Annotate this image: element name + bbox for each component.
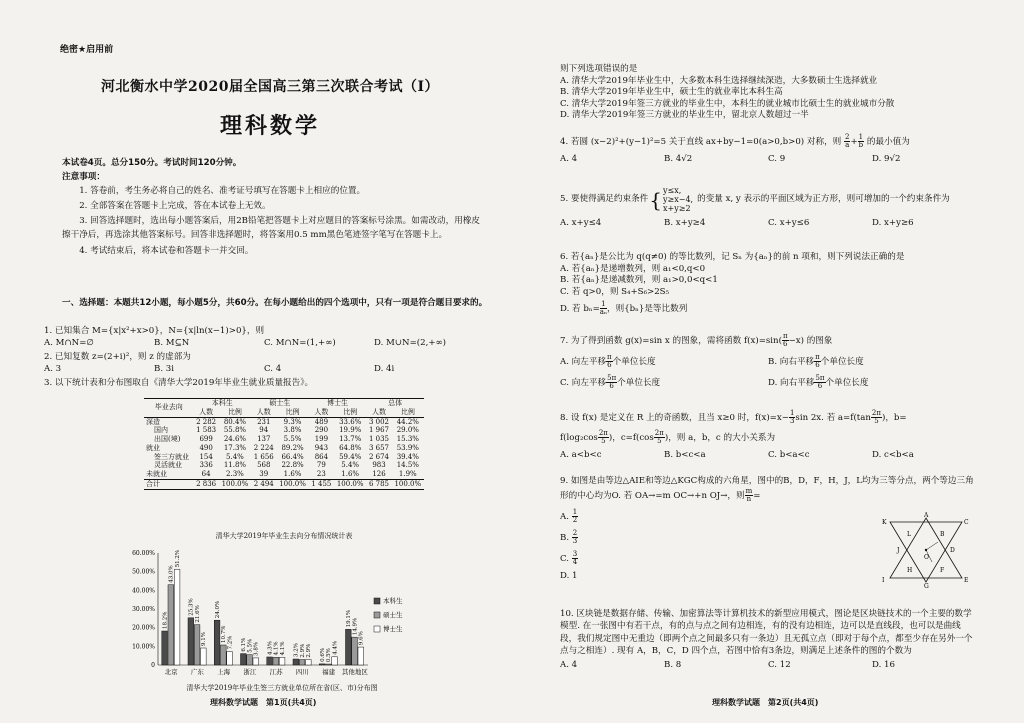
table-cell: 1.9% [398,470,417,478]
bar [332,657,338,665]
x-tick-label: 浙江 [243,668,257,676]
table-cell: 100.0% [276,479,308,489]
table-row [144,479,424,489]
option-d: D. 若 bₙ= $\frac{1}{\text{aₙ}}$ ，则{bₙ}是等比数列 [560,300,688,317]
question-2 [44,352,484,375]
option-d: D. 1 [560,570,578,581]
label-o: O [924,554,929,561]
table-subheader: 比例 [400,407,415,416]
option-b: B. 4√2 [664,154,693,165]
table-cell: 1 656 [253,452,274,461]
question-options [560,375,976,390]
data-label: 6.1% [241,637,248,652]
statistics-table [144,398,424,490]
notice-item: 4. 考试结束后，将本试卷和答题卡一并交回。 [79,245,254,256]
question-8: 8. 设 f(x) 是定义在 R 上的奇函数，且当 x≥0 时，f(x)=x− $\frac{1}{3}$ sin 2x. 若 a=f(tan $\frac{2\pi}{5}$ )，b= f(log₂cos $\frac{2\pi}{5}$ )，c=f(cos $\frac{2\pi}{5}$ )，则 a，b，c 的大小关系为 A. a<b<c B. b<c<a C. b<a<c D. c<b<a [560,410,976,462]
table-cell: 2 674 [368,452,390,461]
option-d: D. 4i [374,363,395,374]
footer-page-2: 理科数学试题 第2页(共4页) [712,698,819,707]
data-label: 4.4% [332,640,339,655]
secret-label: 绝密★启用前 [60,45,114,55]
option-a: A. a<b<c [560,450,602,460]
table-cell: 137 [257,435,271,443]
option-b: B. M⊆N [154,337,190,348]
table-subheader: 人数 [199,407,214,416]
legend-swatch [374,612,380,618]
table-cell: 15.3% [396,435,419,443]
option-a: A. x+y≤4 [560,217,602,228]
option-b: B. $\frac{2}{3}$ [560,528,578,545]
table-cell: 6 785 [366,479,391,489]
x-tick-label: 福建 [322,668,336,676]
hexagram-figure [878,512,974,590]
bar [273,657,279,665]
table-row [144,426,424,435]
question-options [560,218,976,230]
question-stem: 则下列选项错误的是 [560,64,638,74]
data-label: 2.9% [306,643,313,658]
data-label: 9.1% [201,632,208,647]
data-label: 2.9% [299,643,306,658]
table-cell: 100.0% [219,479,251,489]
question-stem: 4. 若圆 (x−2)²+(y−1)²=5 关于直线 ax+by−1=0(a>0,b>0) 对称，则 [560,137,842,147]
data-label: 3.2% [293,643,300,658]
option-c: C. 若 q>0，则 S₄+S₆>2S₅ [560,286,670,297]
y-tick-label: 40.00% [132,587,155,595]
table-cell: 1 583 [196,426,217,435]
notice-title: 注意事项： [62,171,105,182]
data-label: 7.2% [227,635,234,650]
table-cell: 199 [314,435,329,443]
exam-subject: 理科数学 [219,114,320,139]
question-stem: 9. 如图是由等边△AIE和等边△KGC构成的六角星，图中的B，D，F，H，J，L均为三等分点，两个等边三角形的中心均为O. 若 OA→=m OC→+n OJ→，则 [560,476,974,501]
table-cell: 17.3% [223,443,247,452]
table-cell: 94 [259,426,269,435]
table-cell: 80.4% [223,417,247,426]
question-4: 4. 若圆 (x−2)²+(y−1)²=5 关于直线 ax+by−1=0(a>0,b>0) 对称，则 $\frac{2}{a}$ + $\frac{1}{b}$ 的最小值为 A. 4 B. 4√2 C. 9 D. 9√2 [560,134,976,166]
table-cell: 568 [257,461,271,470]
question-stem: 10. 区块链是数据存储、传输、加密算法等计算机技术的新型应用模式，图论是区块链技术的一个主要的数学模型. 在一张图中有若干点，有的点与点之间有边相连，有的没有边相连，边可以是直线段，也可以是曲线段，我们规定图中无重边（即两个点之间最多只有一条边）且无孤立点（即对于每个点，都至少存在另外一个点与之相连）. 现有 A，B，C，D 四个点，若图中恰有3条边，则满足上述条件的图的个数为 [560,609,973,657]
table-row [144,417,424,426]
table-cell: 29.0% [396,426,419,435]
table-cell: 1 455 [309,479,334,489]
constraint-cases: y≤x, y≥x−4, x+y≥2 [663,186,694,214]
table-row [144,444,424,453]
table-cell: 490 [199,443,213,452]
option-a: A. 若{aₙ}是递增数列，则 a₁<0,q<0 [560,263,706,274]
notice-item: 1. 答卷前，考生务必将自己的姓名、准考证号填写在答题卡上相应的位置。 [79,186,366,197]
bar [221,645,227,665]
table-cell: 100.0% [334,479,366,489]
question-options [560,660,976,672]
table-subheader: 人数 [314,407,329,416]
table-cell: 2 282 [196,417,217,426]
table-cell: 290 [314,426,329,435]
label-h: H [907,567,913,574]
table-header: 总体 [366,399,424,408]
label-i: I [882,577,885,584]
question-stem: 7. 为了得到函数 g(x)=sin x 的图象，需将函数 f(x)=sin( [560,336,782,346]
table-cell: 19.9% [339,426,362,435]
label-f: F [940,567,945,574]
table-cell: 24.6% [223,435,247,443]
row-label: 就业 [146,443,160,452]
data-label: 0.6% [319,647,326,662]
table-cell: 1.6% [341,470,360,478]
table-header: 毕业去向 [144,399,193,418]
option-c: C. $\frac{3}{4}$ [560,549,578,566]
label-j: J [897,547,900,554]
table-cell: 5.5% [283,435,302,443]
option-a: A. $\frac{1}{2}$ [560,507,578,524]
table-cell: 1.6% [283,470,302,478]
option-c: C. x+y≤6 [768,217,810,228]
option-a: A. 向左平移 $\frac{\pi}{6}$ 个单位长度 [560,353,656,369]
data-label: 4.1% [279,641,286,656]
exam-intro [62,158,488,257]
option-b: B. 向右平移 $\frac{\pi}{6}$ 个单位长度 [768,353,864,369]
table-cell: 2 836 [193,479,218,489]
option-d: D. 9√2 [872,154,901,165]
table-cell: 5.4% [226,452,244,461]
option-a: A. M∩N=∅ [44,337,94,348]
table-header: 博士生 [309,399,367,408]
table-cell: 39 [259,470,269,478]
fraction: $\frac{2}{a}$ [845,133,850,149]
data-label: 4.3% [267,640,274,655]
table-cell: 22.8% [281,461,304,470]
option-b: B. 清华大学2019年毕业生中，硕士生的就业率比本科生高 [560,87,783,98]
question-9: 9. 如图是由等边△AIE和等边△KGC构成的六角星，图中的B，D，F，H，J，L均为三等分点，两个等边三角形的中心均为O. 若 OA→=m OC→+n OJ→，则 $\frac{m}{n}$ = A. $\frac{1}{2}$ B. $\frac{2}{3}$ C. $\frac{3}{4}$ D. 1 [560,476,976,580]
table-subheader: 比例 [343,407,358,416]
table-cell: 864 [314,452,329,461]
question-10 [560,608,976,671]
row-label: 深造 [146,417,160,426]
table-cell: 66.4% [281,452,304,461]
bar [201,648,207,665]
option-b: B. b<c<a [664,450,706,460]
table-cell: 2 494 [251,479,276,489]
data-label: 5.5% [247,638,254,653]
label-d: D [950,547,955,554]
option-b: B. x+y≥4 [664,217,706,228]
x-tick-label: 江苏 [269,668,283,676]
question-stem-end: 的变量 x, y 表示的平面区域为正方形，则可增加的一个约束条件为 [697,193,950,204]
question-1 [44,326,484,349]
table-cell: 489 [314,417,329,426]
table-cell: 55.8% [223,426,247,435]
table-header: 本科生 [193,399,251,408]
label-a: A [924,512,929,519]
table-cell: 126 [372,470,386,478]
table-cell: 154 [199,452,213,461]
option-d: D. x+y≥6 [872,217,914,228]
bar [188,618,194,665]
option-c: C. b<a<c [768,450,810,460]
table-cell: 89.2% [281,443,304,452]
fraction: $\frac{1}{b}$ [858,133,864,149]
data-label: 24.0% [214,600,221,619]
brace: { [649,187,663,212]
y-tick-label: 30.00% [132,606,155,613]
bar [319,664,325,665]
table-cell: 13.7% [339,435,362,443]
y-tick-label: 20.00% [132,624,155,632]
y-tick-label: 0 [151,662,155,669]
data-label: 19.1% [346,609,353,628]
notice-item: 3. 回答选择题时，选出每小题答案后，用2B铅笔把答题卡上对应题目的答案标号涂黑。如需改动，用橡皮擦干净后，再选涂其他答案标号。回答非选择题时，将答案用0.5 mm黑色笔迹签字笔写在答题卡上。 [62,216,481,241]
table-cell: 11.8% [223,461,247,470]
section-1-title: 一、选择题：本题共12小题，每小题5分，共60分。在每小题给出的四个选项中，只有一项是符合题目要求的。 [62,298,488,308]
province-distribution-chart [118,545,418,685]
option-c: C. 4 [264,363,282,374]
option-c: C. M∩N=(1,+∞) [264,337,336,348]
table-subheader: 比例 [227,407,242,416]
legend-swatch [374,598,380,604]
table-row [144,435,424,444]
question-6 [560,252,976,316]
x-tick-label: 其他地区 [341,668,368,676]
question-stem: 5. 要使得满足约束条件 [560,193,649,204]
table-subheader: 人数 [372,407,386,416]
table-cell: 3 657 [368,443,390,452]
bar [194,625,200,665]
table-cell: 64.8% [339,443,362,452]
label-c: C [964,519,969,526]
option-a: A. 清华大学2019年毕业生中，大多数本科生选择继续深造，大多数硕士生选择就业 [560,75,878,86]
data-label: 3.8% [253,641,260,656]
question-3-continued [560,64,976,122]
row-label: 合计 [144,479,193,489]
table-caption: 清华大学2019年毕业生去向分布情况统计表 [215,532,353,540]
bar [293,659,299,665]
option-a: A. 3 [44,363,62,374]
question-stem-end: 的最小值为 [866,137,910,147]
x-tick-label: 北京 [164,668,178,676]
option-c: C. 清华大学2019年签三方就业的毕业生中，本科生的就业城市比硕士生的就业城市分散 [560,98,895,109]
bar [247,655,253,665]
table-cell: 943 [314,443,329,452]
table-cell: 23 [316,470,326,478]
label-b: B [940,531,945,538]
table-row [144,453,424,462]
bar [241,654,247,665]
legend-swatch [374,626,380,632]
data-label: 10.7% [221,625,228,644]
bar [214,620,220,665]
bar [267,657,273,665]
row-label: 签三方就业 [154,452,189,461]
table-cell: 336 [199,461,213,470]
footer-page-1: 理科数学试题 第1页(共4页) [210,698,317,707]
data-label: 0.5% [326,648,333,663]
option-c: C. 向左平移 $\frac{5\pi}{6}$ 个单位长度 [560,374,661,390]
row-label: 出国(境) [154,435,181,443]
table-cell: 3 002 [368,417,390,426]
y-tick-label: 60.00% [132,550,155,557]
option-d: D. M∪N=(2,+∞) [374,337,447,348]
option-d: D. 16 [872,659,895,670]
table-body [144,417,424,489]
data-label: 9.6% [358,631,365,646]
legend-label: 本科生 [383,597,403,605]
bar [306,660,312,665]
table-row [144,470,424,479]
legend-label: 博士生 [383,625,403,633]
row-label: 国内 [154,426,168,435]
data-label: 25.3% [188,598,195,616]
option-a: A. 4 [560,154,578,165]
table-cell: 1 967 [368,426,390,435]
table-cell: 2.3% [226,470,244,478]
data-label: 21.6% [194,605,201,623]
question-stem: 6. 若{aₙ}是公比为 q(q≠0) 的等比数列，记 Sₙ 为{aₙ}的前 n 项和，则下列说法正确的是 [560,252,905,262]
legend-label: 硕士生 [383,611,403,619]
table-cell: 53.9% [396,443,419,452]
option-c: C. 9 [768,154,786,165]
option-a: A. 4 [560,659,578,670]
table-cell: 5.4% [341,461,360,470]
chart-caption: 清华大学2019年毕业生签三方就业单位所在省(区、市)分布图 [186,684,378,692]
label-e: E [964,577,969,584]
question-5 [560,186,976,229]
question-stem: 1. 已知集合 M={x|x²+x>0}，N={x|ln(x−1)>0}，则 [44,326,265,336]
x-tick-label: 四川 [295,668,309,676]
y-tick-label: 10.00% [132,643,155,651]
data-label: 4.1% [273,641,280,656]
bar [346,629,352,665]
bar [168,585,174,665]
table-cell: 100.0% [392,479,424,489]
table-cell: 3.8% [283,426,302,435]
table-cell: 44.2% [396,417,419,426]
table-cell: 64 [201,470,211,478]
table-cell: 2 224 [253,443,274,452]
x-tick-label: 上海 [217,668,231,676]
question-options [560,354,976,369]
y-tick-label: 50.00% [132,568,155,576]
bar [227,652,233,665]
bar [162,631,168,665]
table-cell: 9.3% [283,417,302,426]
table-cell: 231 [257,417,271,426]
question-options [44,338,484,350]
row-label: 未就业 [146,470,167,478]
option-d: D. 清华大学2019年签三方就业的毕业生中，留北京人数超过一半 [560,110,809,121]
table-row [144,461,424,470]
fraction: $\frac{\pi}{6}$ [782,332,788,348]
table-header: 硕士生 [251,399,309,408]
table-cell: 39.4% [396,452,419,461]
notice-item: 2. 全部答案在答题卡上完成，答在本试卷上无效。 [79,200,271,211]
question-3-stem: 3. 以下统计表和分布图取自《清华大学2019年毕业生就业质量报告》。 [44,378,314,388]
label-l: L [907,531,911,538]
fraction: $\frac{1}{\text{aₙ}}$ [599,300,607,317]
table-cell: 699 [199,435,213,443]
table-subheader: 比例 [285,407,300,416]
label-g: G [924,583,929,590]
x-tick-label: 广东 [190,668,204,676]
label-k: K [882,519,887,526]
row-label: 灵活就业 [154,461,182,470]
intro-line: 本试卷4页。总分150分。考试时间120分钟。 [62,158,242,168]
question-options [44,364,484,376]
exam-title: 河北衡水中学2020届全国高三第三次联合考试（Ⅰ） [100,79,439,95]
table-subheader: 人数 [256,407,271,416]
bar [299,660,305,665]
data-label: 43.0% [168,565,175,583]
option-b: B. 8 [664,659,682,670]
data-label: 18.2% [162,611,169,630]
option-b: B. 3i [154,363,174,374]
bar [352,637,358,665]
table-cell: 79 [316,461,326,470]
bar [253,658,259,665]
bar [358,647,364,665]
table-cell: 33.6% [339,417,362,426]
question-stem: 2. 已知复数 z=(2+i)²，则 z 的虚部为 [44,352,191,362]
question-options [560,154,976,166]
table-cell: 14.5% [396,461,419,470]
option-c: C. 12 [768,659,791,670]
data-label: 51.2% [174,549,181,568]
question-options [560,450,976,462]
option-d: D. 向右平移 $\frac{5\pi}{6}$ 个单位长度 [768,374,869,390]
bar [174,569,180,665]
bar [279,657,285,665]
table-cell: 1 035 [368,435,390,443]
option-b: B. 若{aₙ}是递减数列，则 a₁>0,0<q<1 [560,275,718,286]
table-cell: 59.4% [339,452,362,461]
table-cell: 983 [372,461,386,470]
bar [326,664,332,665]
option-d: D. c<b<a [872,450,914,460]
question-7: 7. 为了得到函数 g(x)=sin x 的图象，需将函数 f(x)=sin( $\frac{\pi}{6}$ −x) 的图象 A. 向左平移 $\frac{\pi}{6}$ 个单位长度 B. 向右平移 $\frac{\pi}{6}$ 个单位长度 C. 向左平移 $\frac{5\pi}{6}$ 个单位长度 D. 向右平移 $\frac{5\pi}{6}$ 个单位长度 [560,333,976,390]
data-label: 14.9% [352,617,359,636]
